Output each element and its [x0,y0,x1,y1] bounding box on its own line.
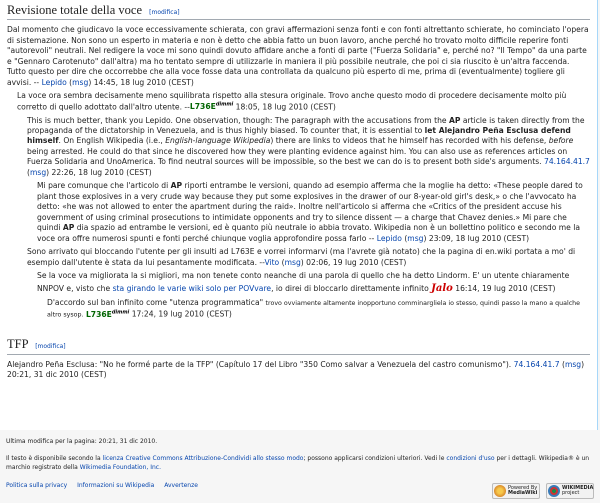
section-title: TFP [7,337,29,352]
edit-section-link[interactable]: [modifica] [35,343,66,351]
user-talk-link[interactable]: msg [29,167,47,177]
timestamp: 23:09, 18 lug 2010 (CEST) [428,233,530,243]
comment-jalo: Se la voce va migliorata la si migliori, ma non tenete conto neanche di una parola di quello che ha detto Lindorm. E' un utente chiaramente NNPOV e, visto che sta girando le varie wiki solo per POVvare, io direi di bloccarlo direttamente infinito Jalo 16:14, 19 lug 2010 (CEST) [37,271,570,294]
mediawiki-icon [494,485,506,497]
about-link[interactable]: Informazioni su Wikipedia [77,481,155,489]
footer-badges [492,483,594,499]
comment-ip-2: Alejandro Peña Esclusa: "No he formé parte de la TFP" (Capítulo 17 del Libro "350 Como salvar a Venezuela del castro comunismo"). 74.164.41.7 (msg) 20:21, 31 dic 2010 (CEST) [7,359,585,379]
disclaimer-link[interactable]: Avvertenze [164,481,198,489]
edit-section-link[interactable]: [modifica] [149,9,180,16]
timestamp: 02:06, 19 lug 2010 (CEST) [306,257,407,267]
timestamp: 16:14, 19 lug 2010 (CEST) [455,283,556,293]
user-talk-link[interactable]: msg [72,77,89,87]
povvare-link[interactable]: sta girando le varie wiki solo per POVvare [112,283,272,293]
wikimedia-project-badge[interactable]: WIKIMEDIA project [546,483,594,499]
user-link-jalo[interactable]: Jalo [431,282,453,294]
foundation-link[interactable]: Wikimedia Foundation, Inc. [79,463,161,471]
user-talk-link[interactable]: msg [407,233,424,243]
section-title: Revisione totale della voce [7,3,143,17]
timestamp: 18:05, 18 lug 2010 (CEST) [235,102,336,112]
last-modified: Ultima modifica per la pagina: 20:21, 31 dic 2010. [6,438,158,445]
comment-l736e-2: D'accordo sul ban infinito come "utenza programmatica" trovo ovviamente altamente inopportuno comminargliela io stesso, quindi passo la mano a qualche altro sysop. $L736E^{dimmi}$ 17:24, 19 lug 2010 (CEST) [47,298,581,319]
timestamp: 20:21, 31 dic 2010 (CEST) [7,369,107,379]
user-link-lepido[interactable]: Lepido [376,233,402,243]
user-link-lepido[interactable]: Lepido [41,77,67,87]
comment-ip-1: This is much better, thank you Lepido. One observation, though: The paragraph with the accusations from the AP article is taken directly from the propaganda of the dictatorship in Venezuela, and is thus highly biased. To counter that, it is essential to let Alejandro Peña Esclusa defend himself. On English Wikipedia (i.e., English-language Wikipedia) there are links to videos that he himself has recorded with his defense, before being arrested. He could do that since he discovered how they were planting evidence against him. You can also use as references articles on Fuerza Solidaria and UnoAmerica. To find neutral sources will be impossible, so the best we can do is to present both side's arguments. 74.164.41.7 (msg) 22:26, 18 lug 2010 (CEST) [27,115,590,177]
user-talk-link[interactable]: msg [564,359,582,369]
section-heading-revisione [7,2,590,20]
user-link-vito[interactable]: Vito [264,257,280,267]
timestamp: 14:45, 18 lug 2010 (CEST) [93,77,194,87]
timestamp: 22:26, 18 lug 2010 (CEST) [51,167,152,177]
comment-lepido-1: Dal momento che giudicavo la voce eccessivamente schierata, con gravi affermazioni senza fonti e con fonti altrettanto schierate, ho cominciato l'opera di sistemazione. Non sono un esperto in materia e non è detto che abbia fatto un buon lavoro, anche perché ho trovato molto difficile reperire fonti "autorevoli" neutrali. Nel redigere la voce mi sono quindi dovuto affidare anche a fonti di parte ("Fuerza Solidaria" e, perché no? "Il Tempo" da una parte e "Gennaro Carotenuto" dall'altra) ma ho tentato sempre di utilizzarle in maniera il più possibile neutrale, che poi ci sia riuscito è un'altra faccenda. Tutto questo per dire che occorrebbe che alla voce fosse data una controllata da qualcuno più esperto di me, prima di (eventualmente) togliere gli avvisi. -- Lepido (msg) 14:45, 18 lug 2010 (CEST) [7,25,589,87]
ip-link[interactable]: 74.164.41.7 [513,359,560,369]
user-link-l736e[interactable]: $L736E^{dimmi}$ [85,309,130,319]
comment-lepido-2: Mi pare comunque che l'articolo di AP riporti entrambe le versioni, quando ad esempio afferma che la moglie ha detto: «These people dared to plant those explosives in a very crude way because they put some explosives in the drawer of our 8-year-old girl's desk,» o che l'avvocato ha detto: «he was not allowed to enter the apartment during the raid». Inoltre nell'articolo si afferma che «Critics of the president accuse his government of using criminal prosecutions to intimidate opponents and try to silence dissent — a charge that Chavez denies.» Mi pare che quindi AP dia spazio ad entrambe le versioni, ed è quanto più neutrale io abbia trovato. Wikipedia non è un bollettino politico e secondo me la voce ora offre numerosi spunti e fonti perché chiunque voglia approfondire possa farlo -- Lepido (msg) 23:09, 18 lug 2010 (CEST) [37,181,583,243]
privacy-link[interactable]: Politica sulla privacy [6,481,68,489]
powered-by-mediawiki-badge[interactable]: Powered By MediaWiki [492,483,540,499]
terms-link[interactable]: condizioni d'uso [446,455,495,463]
timestamp: 17:24, 19 lug 2010 (CEST) [131,309,232,319]
wikimedia-icon [548,485,560,497]
section-heading-tfp [7,336,590,354]
user-talk-link[interactable]: msg [284,257,301,267]
comment-l736e-1: La voce ora sembra decisamente meno squilibrata rispetto alla stesura originale. Trovo anche questo modo di procedere decisamente molto più corretto di quello adottato dall'altro utente. $--L736E^{dimmi}$ 18:05, 18 lug 2010 (CEST) [17,91,567,112]
user-link-l736e[interactable]: $L736E^{dimmi}$ [189,101,234,112]
page-footer [0,430,600,503]
license-link[interactable]: licenza Creative Commons Attribuzione-Condividi allo stesso modo [102,455,304,463]
license-text: Il testo è disponibile secondo la licenza Creative Commons Attribuzione-Condividi allo stesso modo; possono applicarsi condizioni ulteriori. Vedi le condizioni d'uso per i dettagli. Wikipedia® è un marchio registrato della Wikimedia Foundation, Inc. [6,455,590,471]
ip-link[interactable]: 74.164.41.7 [544,157,590,167]
comment-vito: Sono arrivato qui bloccando l'utente per gli insulti ad L763E e vorrei informarvi (ma l'avrete già notato) che la pagina di en.wiki portata a mo' di esempio dall'utente è stata da lui pesantamente modificata. --Vito (msg) 02:06, 19 lug 2010 (CEST) [27,247,576,267]
